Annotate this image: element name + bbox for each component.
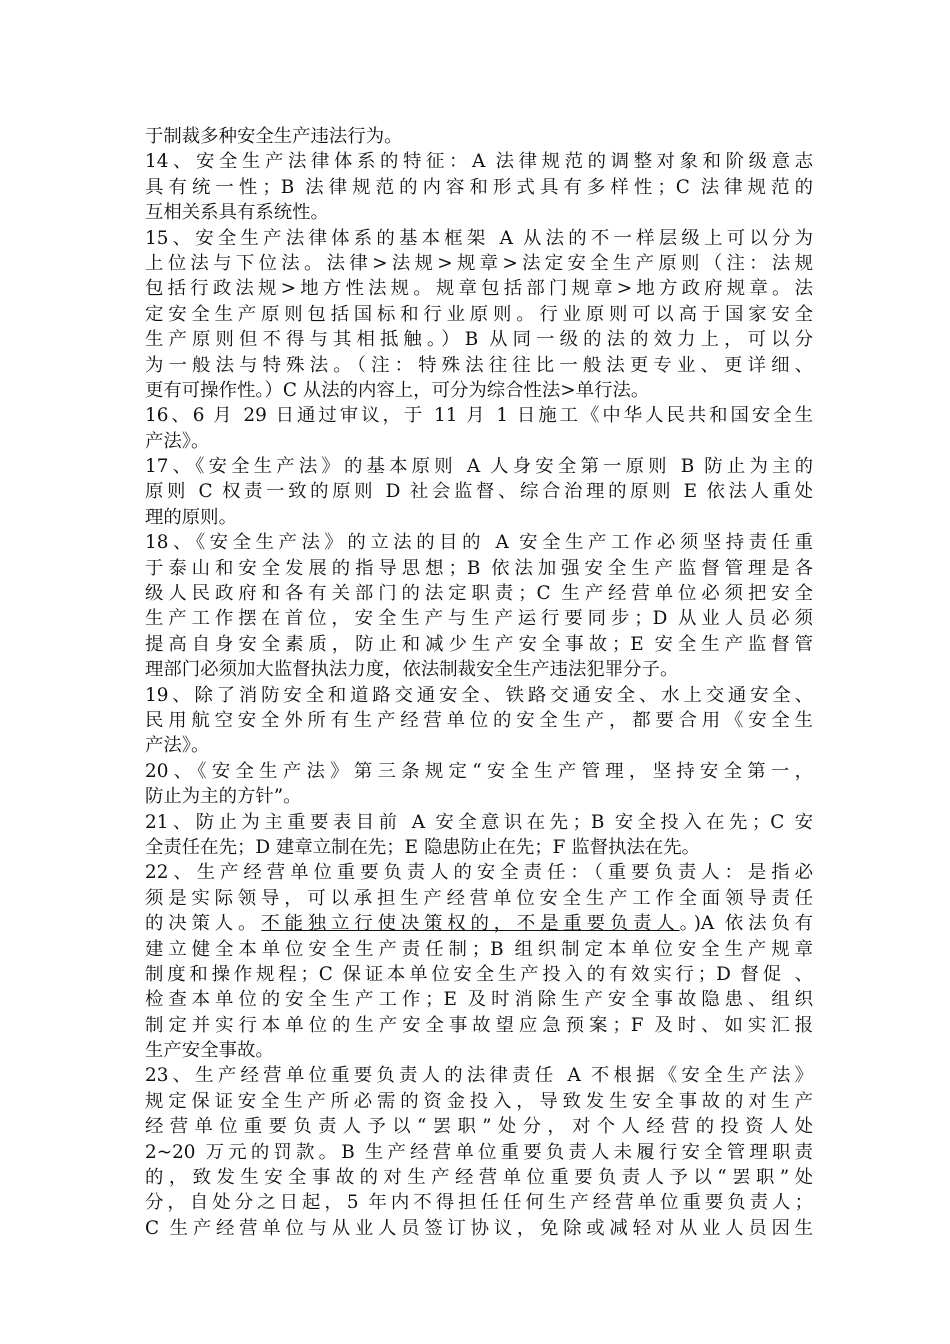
text-line: 18、《安全生产法》的立法的目的 A 安全生产工作必须坚持责任重 bbox=[145, 532, 813, 554]
text-line: 包括行政法规>地方性法规。规章包括部门规章>地方政府规章。法 bbox=[145, 278, 813, 300]
text-line: 理部门必须加大监督执法力度，依法制裁安全生产违法犯罪分子。 bbox=[145, 659, 679, 681]
text-line: 检查本单位的安全生产工作；E 及时消除生产安全事故隐患、组织 bbox=[145, 989, 813, 1011]
text-line: 19、除了消防安全和道路交通安全、铁路交通安全、水上交通安全、 bbox=[145, 684, 813, 706]
text-line: 更有可操作性。）C 从法的内容上，可分为综合性法>单行法。 bbox=[145, 379, 650, 401]
text-line: 16、6 月 29 日通过审议，于 11 月 1 日施工《中华人民共和国安全生 bbox=[145, 405, 813, 427]
text-line: C 生产经营单位与从业人员签订协议，免除或减轻对从业人员因生 bbox=[145, 1217, 813, 1239]
text-line: 为一般法与特殊法。（注：特殊法往往比一般法更专业、更详细、 bbox=[145, 354, 813, 376]
line-text: 。)A 依法负有 bbox=[679, 913, 813, 935]
text-line: 规定保证安全生产所必需的资金投入，导致发生安全事故的对生产 bbox=[145, 1090, 813, 1112]
text-line: 具有统一性；B 法律规范的内容和形式具有多样性；C 法律规范的 bbox=[145, 176, 813, 198]
line-text: 的决策人。 bbox=[145, 913, 262, 935]
text-line: 防止为主的方针”。 bbox=[145, 786, 302, 808]
text-line: 定安全生产原则包括国标和行业原则。行业原则可以高于国家安全 bbox=[145, 303, 813, 325]
text-line: 21、防止为主重要表目前 A 安全意识在先；B 安全投入在先；C 安 bbox=[145, 811, 813, 833]
text-line: 于制裁多种安全生产违法行为。 bbox=[145, 126, 403, 147]
text-line: 产法》。 bbox=[145, 735, 210, 757]
text-line: 22、生产经营单位重要负责人的安全责任：（重要负责人：是指必 bbox=[145, 862, 813, 884]
text-line: 建立健全本单位安全生产责任制；B 组织制定本单位安全生产规章 bbox=[145, 938, 813, 960]
text-line: 互相关系具有系统性。 bbox=[145, 202, 329, 224]
text-line: 民用航空安全外所有生产经营单位的安全生产，都要合用《安全生 bbox=[145, 709, 813, 731]
text-line: 经营单位重要负责人予以“罢职”处分，对个人经营的投资人处 bbox=[145, 1116, 813, 1138]
text-line bbox=[145, 911, 813, 936]
text-line: 分，自处分之日起，5 年内不得担任任何生产经营单位重要负责人； bbox=[145, 1192, 813, 1214]
underlined-text: 不能独立行使决策权的，不是重要负责人 bbox=[261, 913, 680, 935]
text-line: 的，致发生安全事故的对生产经营单位重要负责人予以“罢职”处 bbox=[145, 1167, 813, 1189]
text-line: 理的原则。 bbox=[145, 506, 237, 528]
text-line: 生产安全事故。 bbox=[145, 1040, 274, 1062]
text-line: 产法》。 bbox=[145, 430, 210, 452]
text-line: 17、《安全生产法》的基本原则 A 人身安全第一原则 B 防止为主的 bbox=[145, 456, 813, 478]
document-page bbox=[145, 124, 813, 1241]
text-line: 须是实际领导，可以承担生产经营单位安全生产工作全面领导责任 bbox=[145, 887, 813, 909]
text-line: 20、《安全生产法》第三条规定“安全生产管理，坚持安全第一， bbox=[145, 760, 813, 782]
text-line: 制度和操作规程；C 保证本单位安全生产投入的有效实行；D 督促 、 bbox=[145, 963, 813, 985]
text-line: 生产原则但不得与其相抵触。）B 从同一级的法的效力上，可以分 bbox=[145, 329, 813, 351]
text-line: 上位法与下位法。法律>法规>规章>法定安全生产原则（注：法规 bbox=[145, 252, 813, 274]
text-line: 2~20 万元的罚款。B 生产经营单位重要负责人未履行安全管理职责 bbox=[145, 1141, 813, 1163]
text-line: 14、安全生产法律体系的特征：A 法律规范的调整对象和阶级意志 bbox=[145, 151, 813, 173]
text-line: 23、生产经营单位重要负责人的法律责任 A 不根据《安全生产法》 bbox=[145, 1065, 813, 1087]
text-line: 15、安全生产法律体系的基本框架 A 从法的不一样层级上可以分为 bbox=[145, 227, 813, 249]
text-line: 生产工作摆在首位，安全生产与生产运行要同步；D 从业人员必须 bbox=[145, 608, 813, 630]
text-line: 全责任在先；D 建章立制在先；E 隐患防止在先；F 监督执法在先。 bbox=[145, 836, 701, 858]
text-line: 原则 C 权责一致的原则 D 社会监督、综合治理的原则 E 依法人重处 bbox=[145, 481, 813, 503]
text-line: 提高自身安全素质，防止和减少生产安全事故；E 安全生产监督管 bbox=[145, 633, 813, 655]
text-line: 级人民政府和各有关部门的法定职责；C 生产经营单位必须把安全 bbox=[145, 583, 813, 605]
text-line: 制定并实行本单位的生产安全事故望应急预案；F 及时、如实汇报 bbox=[145, 1014, 813, 1036]
text-line: 于泰山和安全发展的指导思想；B 依法加强安全生产监督管理是各 bbox=[145, 557, 813, 579]
